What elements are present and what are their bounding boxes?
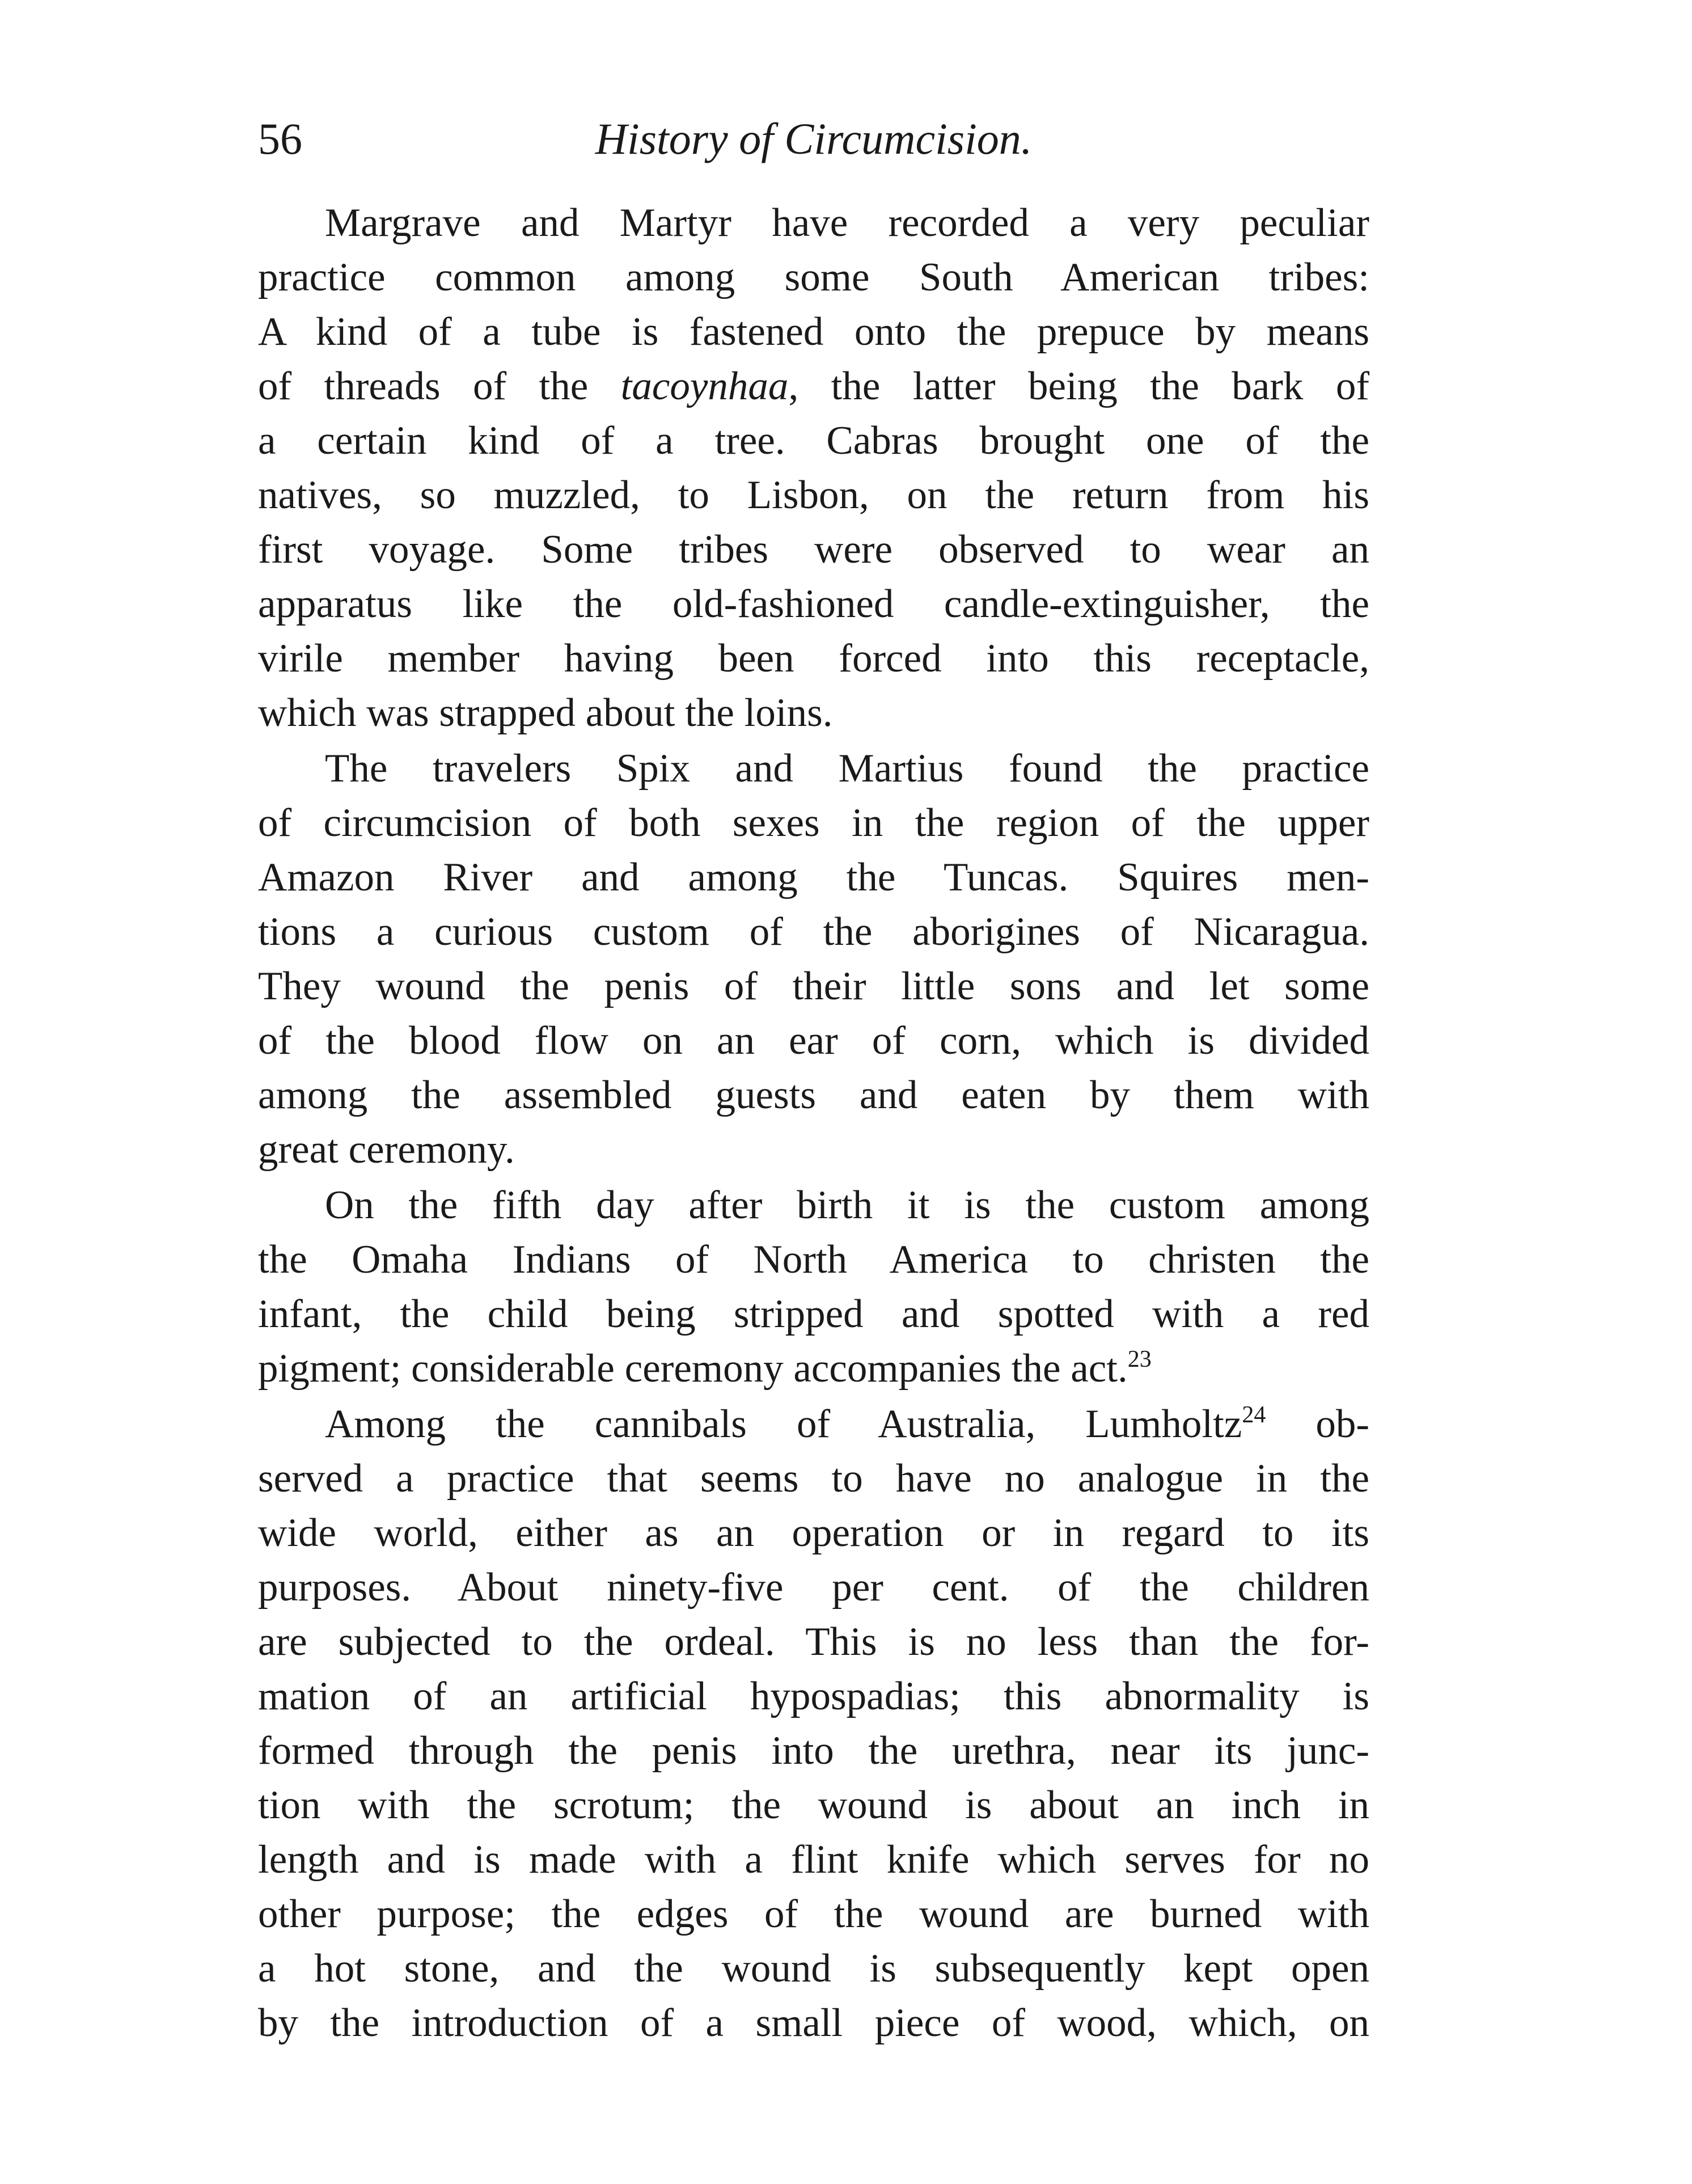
text-line: They wound the penis of their little sons and let some [258, 964, 1369, 1008]
text-line: tion with the scrotum; the wound is about an inch in [258, 1783, 1369, 1827]
page-number: 56 [258, 114, 302, 163]
running-title: History of Circumcision. [595, 114, 1033, 163]
text-line: purposes. About ninety-five per cent. of the children [258, 1565, 1369, 1610]
text-line: practice common among some South American tribes: [258, 255, 1369, 299]
footnote-ref-24: 24 [1242, 1402, 1266, 1428]
footnote-ref-23: 23 [1127, 1346, 1152, 1372]
text-line: mation of an artificial hypospadias; this abnormality is [258, 1674, 1369, 1718]
text-line: formed through the penis into the urethra, near its junc- [258, 1729, 1369, 1773]
text-line: great ceremony. [258, 1127, 515, 1172]
text-line: of threads of the tacoynhaa, the latter being the bark of [258, 364, 1369, 408]
text-line: virile member having been forced into this receptacle, [258, 636, 1369, 681]
text-line: Margrave and Martyr have recorded a very peculiar [325, 201, 1369, 245]
text-line: among the assembled guests and eaten by them with [258, 1073, 1369, 1117]
text-line: first voyage. Some tribes were observed to wear an [258, 527, 1369, 572]
paragraph-1 [258, 196, 1369, 740]
text-line-content: pigment; considerable ceremony accompanies the act. [258, 1346, 1128, 1391]
paragraph-4 [258, 1397, 1369, 2050]
text-line: infant, the child being stripped and spotted with a red [258, 1292, 1369, 1336]
text-line: Amazon River and among the Tuncas. Squires men- [258, 855, 1369, 899]
body-text [258, 196, 1369, 2050]
text-line: are subjected to the ordeal. This is no less than the for- [258, 1620, 1369, 1664]
text-line [258, 1341, 1369, 1396]
text-line: The travelers Spix and Martius found the practice [325, 746, 1369, 791]
text-line: On the fifth day after birth it is the custom among [325, 1183, 1369, 1227]
paragraph-3 [258, 1178, 1369, 1396]
text-line: natives, so muzzled, to Lisbon, on the return from his [258, 473, 1369, 517]
text-line: other purpose; the edges of the wound are burned with [258, 1892, 1369, 1936]
text-line: of circumcision of both sexes in the region of the upper [258, 801, 1369, 845]
text-line-content: Among the cannibals of Australia, Lumholtz [325, 1402, 1242, 1446]
paragraph-2 [258, 741, 1369, 1177]
text-line [258, 1397, 1369, 1451]
text-line: the Omaha Indians of North America to christen the [258, 1237, 1369, 1282]
text-line: of the blood flow on an ear of corn, which is divided [258, 1019, 1369, 1063]
text-line: tions a curious custom of the aborigines of Nicaragua. [258, 910, 1369, 954]
italic-term: tacoynhaa [620, 364, 789, 408]
text-line: which was strapped about the loins. [258, 691, 833, 735]
text-line: by the introduction of a small piece of wood, which, on [258, 2001, 1369, 2045]
text-line: served a practice that seems to have no analogue in the [258, 1456, 1369, 1501]
text-line: apparatus like the old-fashioned candle-extinguisher, the [258, 582, 1369, 626]
running-head [258, 105, 1369, 173]
text-line-tail: ob- [1266, 1402, 1369, 1446]
text-line: wide world, either as an operation or in regard to its [258, 1511, 1369, 1555]
text-line: A kind of a tube is fastened onto the prepuce by means [258, 310, 1369, 354]
text-line: length and is made with a flint knife which serves for no [258, 1837, 1369, 1882]
text-line: a certain kind of a tree. Cabras brought one of the [258, 419, 1369, 463]
text-line: a hot stone, and the wound is subsequently kept open [258, 1946, 1369, 1991]
